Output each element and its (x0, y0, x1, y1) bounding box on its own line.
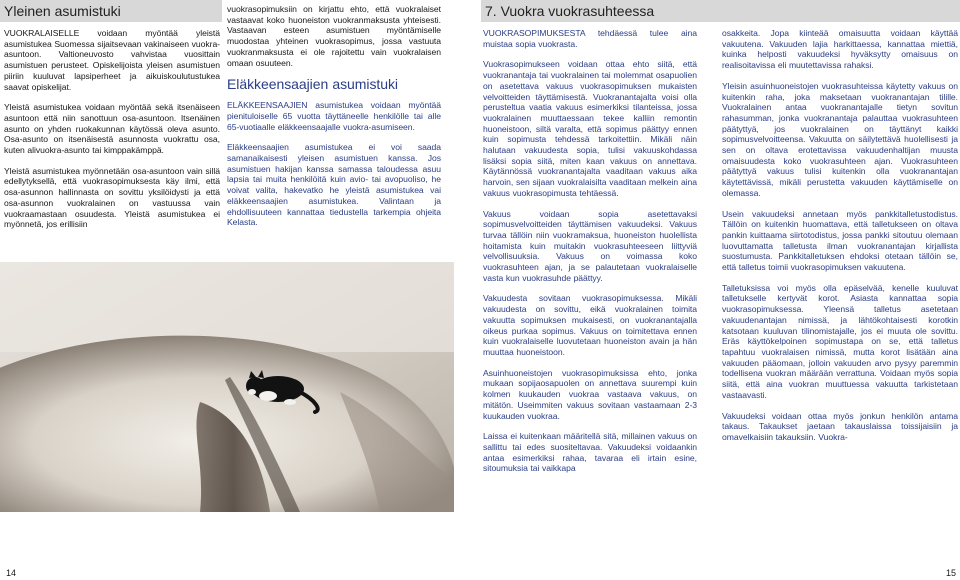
paragraph: Talletuksissa voi myös olla epäselvää, kenelle kuuluvat talletukselle kertyvät korot. Asiasta kannattaa sopia vuokrasopimuksessa. Yleensä talletus asetetaan vakuudenantajan nimissä, ja lähtökohtaisesti korotkin katsotaan kuuluvan tilinomistajalle, jos ei muuta ole sovittu. Eräs käyttökelpoinen sopimustapa on se, että talletus tapahtuu vuokralaisen nimissä, mutta korot lisätään aina vakuuden pääomaan, jolloin vakuuden arvo pysyy paremmin todellisena vuokran määrään verrattuna. Voidaan myös sopia siitä, että aina vuokran muuttuessa vakuutta tarkistetaan vastaavasti. (722, 282, 958, 400)
paragraph: ELÄKKEENSAAJIEN asumistukea voidaan myöntää pienituloiselle 65 vuotta täyttäneelle henkilölle tai alle 65-vuotiaalle eläkkeensaajalle vuokra-asumiseen. (227, 100, 441, 132)
paragraph: VUOKRALAISELLE voidaan myöntää yleistä asumistukea Suomessa sijaitsevaan vakinaiseen vuokra-asuntoon. Valtioneuvosto vahvistaa vuosittain asumistuen perusteet. Opiskelijoista yleisen asumistuen piiriin kuuluvat lapsiperheet ja aikuiskoulutustukea saavat opiskelijat. (4, 28, 220, 92)
paragraph: Vakuudeksi voidaan ottaa myös jonkun henkilön antama takaus. Takaukset jaetaan takauslaissa toissijaisiin ja omavelkaisiin takauksiin. Vuokra- (722, 410, 958, 442)
left-column-2 (227, 4, 441, 228)
paragraph: Eläkkeensaajien asumistukea ei voi saada samanaikaisesti yleisen asumistuen kanssa. Jos asumistuen hakijan kanssa samassa taloudessa asuu lapsia tai muita henkilöitä kuin avio- tai avopuoliso, he voivat valita, hakevatko he yleistä asumistukea vai eläkkeensaajien asumistukea. Valintaan ja ehdollisuuteen kannattaa tiedustella tarkempia ohjeita Kelasta. (227, 142, 441, 228)
paragraph: Yleistä asumistukea myönnetään osa-asuntoon vain sillä edellytyksellä, että vuokrasopimuksesta käy ilmi, että osa-asunnon hallinnasta on sovittu yksilöidysti ja että osa-asunnon vuokralainen on vastuussa vain vuokraamastaan osuudesta. Yleistä asumistukea ei myönnetä, jos erillisiin (4, 165, 220, 230)
paragraph: vuokrasopimuksiin on kirjattu ehto, että vuokralaiset vastaavat koko huoneiston vuokranmaksusta yhteisesti. Vastaavan esteen asumistuen myöntämiselle muodostaa yhteinen vuokrasopimus, jossa vastuuta vuokranmaksusta ei ole rajoitettu vain vuokralaisen omaan osuuteen. (227, 4, 441, 68)
right-page-heading: 7. Vuokra vuokrasuhteessa (481, 0, 960, 22)
paragraph: VUOKRASOPIMUKSESTA tehdäessä tulee aina muistaa sopia vuokrasta. (483, 28, 697, 49)
page-number-left: 14 (6, 568, 17, 578)
paragraph: Asuinhuoneistojen vuokrasopimuksissa ehto, jonka mukaan sopijaosapuolen on annettava suurempi kuin kolmen kuukauden vuokraa vastaava vakuus, on mitätön. Useimmiten vakuus sovitaan vastaamaan 2-3 kuukauden vuokraa. (483, 367, 697, 421)
right-column-2 (722, 28, 958, 443)
left-page-heading: Yleinen asumistuki (0, 0, 222, 22)
paragraph: Vuokrasopimukseen voidaan ottaa ehto siitä, että vuokranantaja tai vuokralainen tai molemmat osapuolien on asetettava vakuus vuokrasopimuksen mukaisten velvoitteiden täyttämisestä. Vuokranantajalta voisi olla perusteltua vaatia vakuus esimerkiksi tilanteissa, jossa vuokralainen muuttaessaan tekee kalliin remontin huoneistoon, siltä varalta, että sopimus päättyy ennen kuin sopimusta tehdessä tarkoitettiin. Mikäli näin halutaan vakuudesta sopia, tulisi vakuuskohdassa lisäksi sopia siitä, miten kaan vakuus on annettava. Käytännössä vuokranantajalta vaaditaan vakuus aika harvoin, sen sijaan vuokralaisilta vaaditaan melkein aina vakuus vuokrasopimusta tehtäessä. (483, 59, 697, 198)
page-number-right: 15 (946, 568, 957, 578)
paragraph: Laissa ei kuitenkaan määritellä sitä, millainen vakuus on sallittu tai edes suositeltavaa. Vakuudeksi voidaankin antaa esimerkiksi rahaa, tavaraa eli irtain esine, sitoumuksia tai vaikkapa (483, 431, 697, 474)
paragraph: osakkeita. Jopa kiinteää omaisuutta voidaan käyttää vakuutena. Vakuuden lajia harkittaessa, kannattaa miettiä, kuinka helposti vakuudeksi hyväksytty omaisuus on realisoitavissa eli muutettavissa rahaksi. (722, 28, 958, 71)
section-subheading: Eläkkeensaajien asumistuki (227, 76, 398, 93)
paragraph: Vakuudesta sovitaan vuokrasopimuksessa. Mikäli vakuudesta on sovittu, eikä vuokralainen toimita vakuutta sopimuksen mukaisesti, on vuokranantajalla oikeus purkaa sopimus. Vakuus on toimitettava ennen kuin vuokralaiselle luovutetaan huoneiston avain ja hän muuttaa huoneistoon. (483, 293, 697, 357)
paragraph: Vakuus voidaan sopia asetettavaksi sopimusvelvoitteiden täyttämisen vakuudeksi. Vakuus turvaa tällöin niin vuokramaksua, huoneiston huolellista hoitamista kuin muitakin vuokrasuhteeseen liittyviä velvollisuuksia. Vakuus on voimassa koko vuokrasuhteen ajan, ja se palautetaan vuokralaiselle vasta kun vuokrasuhde päättyy. (483, 208, 697, 283)
paragraph: Yleistä asumistukea voidaan myöntää sekä itsenäiseen asuntoon että niin sanottuun osa-asuntoon. Itsenäinen asunto on yhden ruokakunnan käytössä oleva asunto. Osa-asunto on itsenäisestä asunnosta vuokrattu osa, kuten alivuokra-asunto tai kimppakämppä. (4, 102, 220, 156)
cat-photo (0, 262, 454, 512)
left-column-1 (4, 28, 220, 230)
right-column-1 (483, 28, 697, 474)
paragraph: Yleisin asuinhuoneistojen vuokrasuhteissa käytetty vakuus on kuitenkin raha, joka maksetaan vuokranantajan tilille. Vuokralainen antaa vuokranantajalle tietyn sovitun rahasumman, jonka vuokranantaja palauttaa vuokrasuhteen päätyttyä, jos vuokralainen on täyttänyt kaikki sopimusvelvoitteensa. Vakuutta on säilytettävä huolellisesti ja sen on oltava erotettavissa vakuudenhaltijan muusta omaisuudesta koko vuokrasuhteen ajan. Vuokrasuhteen päätyttyä vakuus tulisi kuitenkin olla vuokranantajan käytettävissä, mikäli perustetta vakuuden käyttämiselle on olemassa. (722, 80, 958, 198)
paragraph: Usein vakuudeksi annetaan myös pankkitalletustodistus. Tällöin on kuitenkin huomattava, että talletukseen on oltava pankin kuittaama siirtotodistus, jossa pankki sitoutuu olemaan luovuttamatta talletusta ilman vuokranantajan kirjallista suostumusta. Pankkitalletuksen ehdoksi otetaan tällöin se, että talletus toimii vuokrasopimuksen vakuutena. (722, 208, 958, 273)
